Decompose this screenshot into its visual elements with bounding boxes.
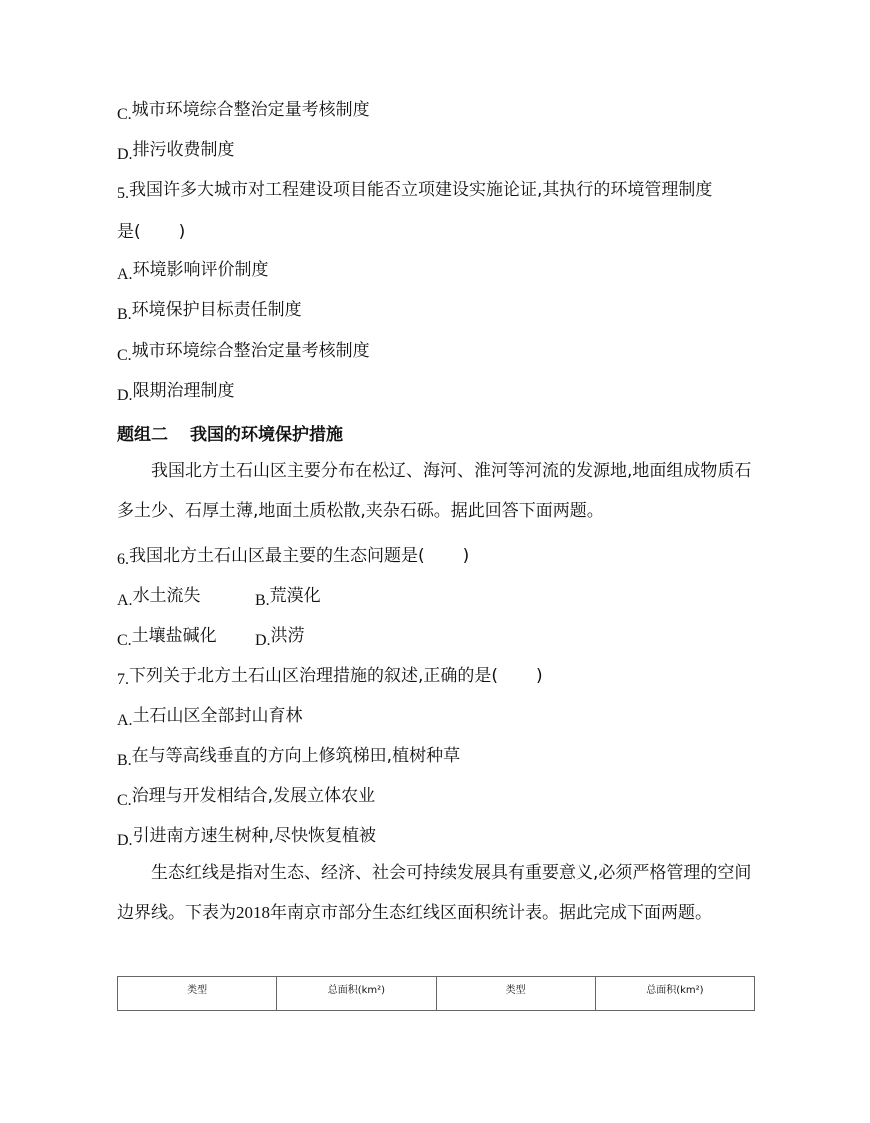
option-text: 限期治理制度 (132, 381, 235, 401)
option-letter: A. (117, 266, 133, 283)
option-letter: C. (117, 347, 132, 364)
option-letter: C. (117, 792, 132, 809)
q7-option-d (117, 824, 376, 849)
option-letter: B. (117, 306, 132, 323)
q4-option-d (117, 138, 235, 163)
q6-option-d (255, 626, 305, 649)
q7-option-b (117, 744, 460, 769)
option-text: 引进南方速生树种,尽快恢复植被 (132, 826, 376, 846)
option-letter: D. (117, 387, 133, 404)
q7-option-c (117, 784, 375, 809)
section-title: 我国的环境保护措施 (190, 425, 343, 445)
q6-options-row2 (117, 624, 305, 649)
ecological-redline-table (117, 976, 755, 1011)
q5-stem-line2 (117, 220, 185, 244)
option-text: 水土流失 (132, 586, 201, 606)
option-letter: B. (255, 592, 270, 609)
passage-year: 2018 (236, 903, 270, 922)
q5-option-c (117, 339, 370, 364)
option-letter: D. (255, 632, 271, 649)
option-letter: D. (117, 832, 133, 849)
question-close: ) (178, 222, 186, 242)
passage-text-part1: 生态红线是指对生态、经济、社会可持续发展具有重要意义,必须严格管理的空间边界线。下表为 (117, 863, 752, 923)
option-text: 在与等高线垂直的方向上修筑梯田,植树种草 (131, 746, 461, 766)
q6-option-c (117, 624, 255, 649)
option-text: 洪涝 (270, 626, 305, 646)
passage-text-part2: 年南京市部分生态红线区面积统计表。据此完成下面两题。 (270, 903, 712, 923)
question-text: 我国北方土石山区最主要的生态问题是( (129, 546, 425, 566)
table-header-cell: 类型 (118, 977, 277, 1011)
question-close: ) (536, 666, 543, 686)
option-text: 城市环境综合整治定量考核制度 (131, 341, 370, 361)
option-letter: C. (117, 632, 132, 649)
question-number: 6. (117, 551, 129, 568)
q5-option-d (117, 379, 235, 404)
option-text: 荒漠化 (269, 586, 321, 606)
option-letter: A. (117, 592, 133, 609)
option-letter: B. (117, 752, 132, 769)
question-number: 7. (117, 671, 129, 688)
section-label: 题组二 (117, 425, 168, 445)
q7-option-a (117, 704, 303, 729)
option-text: 环境保护目标责任制度 (131, 300, 302, 320)
option-letter: D. (117, 146, 133, 163)
q6-option-a (117, 584, 255, 609)
q5-stem-line1 (117, 178, 712, 203)
option-text: 环境影响评价制度 (132, 260, 269, 280)
q6-stem (117, 544, 469, 569)
passage-1 (117, 451, 757, 531)
question-text: 下列关于北方土石山区治理措施的叙述,正确的是( (129, 666, 499, 686)
question-text: 我国许多大城市对工程建设项目能否立项建设实施论证,其执行的环境管理制度 (129, 180, 713, 200)
option-text: 土石山区全部封山育林 (132, 706, 303, 726)
table-header-cell: 类型 (436, 977, 595, 1011)
q6-option-b (255, 586, 321, 609)
option-text: 城市环境综合整治定量考核制度 (131, 100, 370, 120)
question-close: ) (462, 546, 470, 566)
section-heading (117, 423, 343, 447)
question-number: 5. (117, 185, 129, 202)
q5-option-b (117, 298, 302, 323)
table-header-cell: 总面积(km²) (277, 977, 436, 1011)
question-text: 是( (117, 222, 141, 242)
option-text: 治理与开发相结合,发展立体农业 (131, 786, 376, 806)
table-header-row (118, 977, 755, 1011)
option-text: 土壤盐碱化 (131, 626, 217, 646)
q4-option-c (117, 98, 370, 123)
option-letter: C. (117, 106, 132, 123)
option-letter: A. (117, 712, 133, 729)
q5-option-a (117, 258, 269, 283)
passage-text: 我国北方土石山区主要分布在松辽、海河、淮河等河流的发源地,地面组成物质石多土少、石厚土薄,地面土质松散,夹杂石砾。据此回答下面两题。 (117, 461, 752, 521)
q7-stem (117, 664, 543, 689)
table-header-cell: 总面积(km²) (595, 977, 754, 1011)
option-text: 排污收费制度 (132, 140, 235, 160)
q6-options-row1 (117, 584, 321, 609)
passage-2 (117, 853, 757, 933)
